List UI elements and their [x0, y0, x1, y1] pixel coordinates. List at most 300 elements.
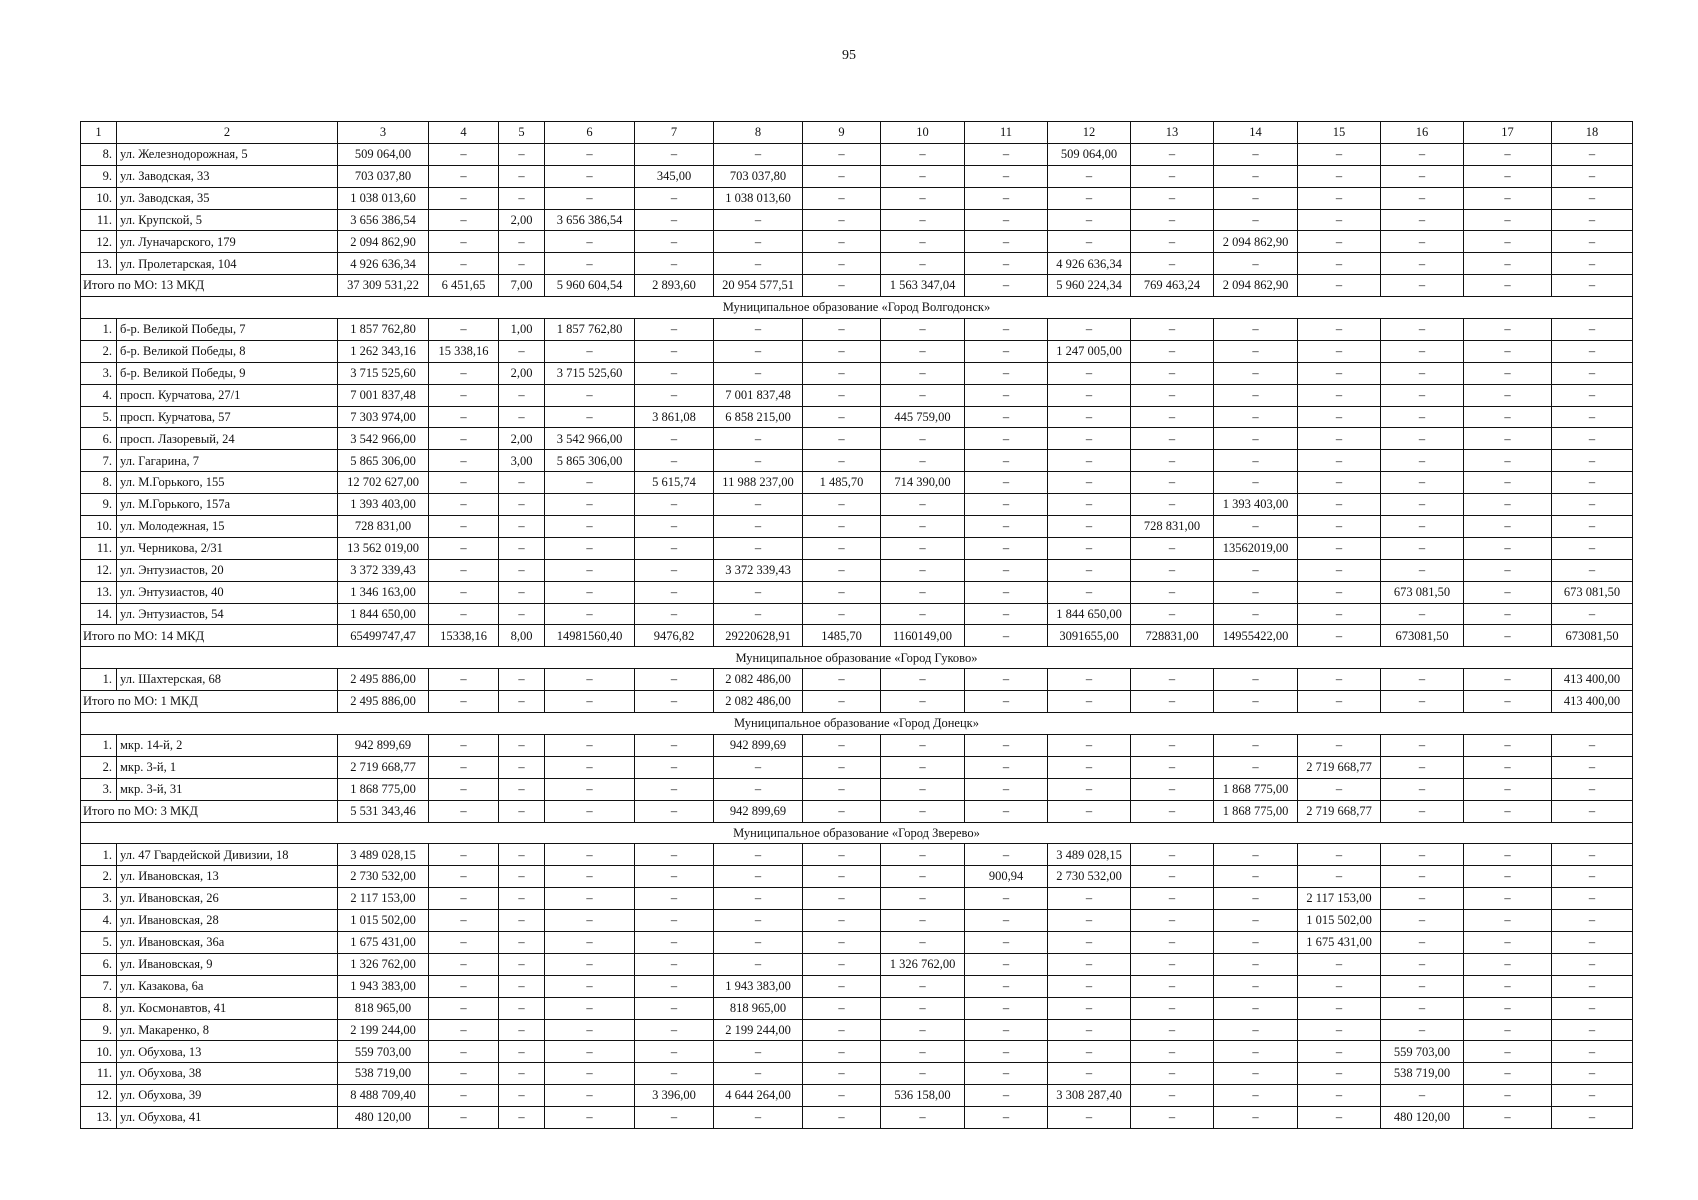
value-cell: –: [965, 669, 1048, 691]
value-cell: –: [1381, 756, 1464, 778]
value-cell: –: [499, 516, 545, 538]
value-cell: –: [803, 340, 881, 362]
value-cell: 942 899,69: [714, 734, 803, 756]
value-cell: 536 158,00: [881, 1085, 965, 1107]
column-number-row: [81, 122, 1633, 144]
value-cell: 673 081,50: [1552, 581, 1633, 603]
column-number: 3: [338, 122, 429, 144]
value-cell: 3 372 339,43: [338, 559, 429, 581]
address-cell: ул. Пролетарская, 104: [117, 253, 338, 275]
total-cell: –: [499, 800, 545, 822]
value-cell: –: [881, 866, 965, 888]
value-cell: –: [1464, 669, 1552, 691]
value-cell: –: [635, 1041, 714, 1063]
value-cell: –: [965, 406, 1048, 428]
row-number: 1.: [81, 319, 117, 341]
value-cell: –: [1131, 997, 1214, 1019]
table-row: [81, 603, 1633, 625]
value-cell: –: [1552, 516, 1633, 538]
address-cell: ул. Черникова, 2/31: [117, 537, 338, 559]
value-cell: 2 082 486,00: [714, 669, 803, 691]
value-cell: –: [803, 428, 881, 450]
value-cell: 480 120,00: [1381, 1107, 1464, 1129]
value-cell: –: [1131, 756, 1214, 778]
value-cell: 5 615,74: [635, 472, 714, 494]
value-cell: –: [965, 253, 1048, 275]
table-row: [81, 1063, 1633, 1085]
address-cell: ул. Казакова, 6а: [117, 975, 338, 997]
value-cell: –: [803, 450, 881, 472]
value-cell: –: [1048, 187, 1131, 209]
value-cell: –: [1214, 384, 1298, 406]
value-cell: –: [499, 669, 545, 691]
value-cell: –: [429, 997, 499, 1019]
value-cell: –: [714, 931, 803, 953]
value-cell: –: [1464, 866, 1552, 888]
value-cell: –: [714, 756, 803, 778]
value-cell: –: [1464, 997, 1552, 1019]
row-number: 9.: [81, 165, 117, 187]
row-number: 3.: [81, 362, 117, 384]
value-cell: –: [429, 1085, 499, 1107]
value-cell: –: [803, 165, 881, 187]
value-cell: –: [714, 1041, 803, 1063]
value-cell: –: [803, 866, 881, 888]
value-cell: –: [714, 362, 803, 384]
value-cell: –: [499, 1041, 545, 1063]
value-cell: –: [1298, 844, 1381, 866]
table-row: [81, 734, 1633, 756]
total-cell: –: [803, 275, 881, 297]
value-cell: –: [1048, 778, 1131, 800]
value-cell: 538 719,00: [338, 1063, 429, 1085]
value-cell: –: [1048, 756, 1131, 778]
value-cell: –: [881, 494, 965, 516]
section-title: Муниципальное образование «Город Волгодонск»: [81, 297, 1633, 319]
value-cell: –: [803, 669, 881, 691]
value-cell: –: [499, 253, 545, 275]
column-number: 4: [429, 122, 499, 144]
value-cell: –: [635, 734, 714, 756]
table-row: [81, 888, 1633, 910]
total-cell: –: [1464, 800, 1552, 822]
value-cell: 1 485,70: [803, 472, 881, 494]
value-cell: –: [1464, 844, 1552, 866]
row-number: 4.: [81, 910, 117, 932]
value-cell: –: [499, 537, 545, 559]
value-cell: –: [635, 997, 714, 1019]
value-cell: –: [803, 143, 881, 165]
table-row: [81, 1085, 1633, 1107]
value-cell: –: [1048, 953, 1131, 975]
value-cell: –: [1381, 253, 1464, 275]
value-cell: –: [1464, 953, 1552, 975]
row-number: 3.: [81, 888, 117, 910]
value-cell: 818 965,00: [338, 997, 429, 1019]
value-cell: –: [1048, 537, 1131, 559]
value-cell: –: [1214, 209, 1298, 231]
value-cell: –: [1131, 143, 1214, 165]
value-cell: 5 865 306,00: [338, 450, 429, 472]
value-cell: 509 064,00: [1048, 143, 1131, 165]
value-cell: –: [635, 778, 714, 800]
value-cell: 6 858 215,00: [714, 406, 803, 428]
value-cell: –: [545, 406, 635, 428]
value-cell: –: [1048, 669, 1131, 691]
value-cell: –: [1131, 384, 1214, 406]
value-cell: –: [803, 516, 881, 538]
value-cell: –: [1464, 384, 1552, 406]
value-cell: 7 001 837,48: [714, 384, 803, 406]
value-cell: 3 396,00: [635, 1085, 714, 1107]
value-cell: –: [429, 187, 499, 209]
value-cell: –: [1131, 844, 1214, 866]
value-cell: –: [429, 910, 499, 932]
value-cell: 5 865 306,00: [545, 450, 635, 472]
value-cell: –: [881, 975, 965, 997]
value-cell: –: [881, 209, 965, 231]
value-cell: –: [881, 1019, 965, 1041]
value-cell: –: [429, 734, 499, 756]
value-cell: –: [1298, 953, 1381, 975]
total-cell: –: [1298, 691, 1381, 713]
value-cell: –: [1464, 1041, 1552, 1063]
value-cell: –: [803, 581, 881, 603]
row-number: 7.: [81, 450, 117, 472]
value-cell: –: [803, 253, 881, 275]
total-cell: –: [1131, 691, 1214, 713]
value-cell: –: [1131, 888, 1214, 910]
value-cell: –: [545, 778, 635, 800]
total-cell: –: [965, 800, 1048, 822]
value-cell: –: [545, 1085, 635, 1107]
total-cell: 1485,70: [803, 625, 881, 647]
value-cell: –: [1464, 1063, 1552, 1085]
address-cell: ул. Гагарина, 7: [117, 450, 338, 472]
value-cell: 2 730 532,00: [338, 866, 429, 888]
value-cell: –: [545, 187, 635, 209]
total-cell: –: [803, 691, 881, 713]
value-cell: 2 199 244,00: [338, 1019, 429, 1041]
total-cell: –: [881, 800, 965, 822]
value-cell: –: [714, 450, 803, 472]
value-cell: –: [1048, 559, 1131, 581]
value-cell: –: [1464, 143, 1552, 165]
value-cell: –: [635, 756, 714, 778]
value-cell: –: [714, 231, 803, 253]
address-cell: ул. Космонавтов, 41: [117, 997, 338, 1019]
total-cell: –: [1381, 691, 1464, 713]
total-cell: –: [1464, 691, 1552, 713]
value-cell: –: [1381, 494, 1464, 516]
value-cell: –: [1381, 319, 1464, 341]
value-cell: 673 081,50: [1381, 581, 1464, 603]
value-cell: –: [881, 844, 965, 866]
value-cell: 445 759,00: [881, 406, 965, 428]
row-number: 2.: [81, 866, 117, 888]
value-cell: –: [1131, 734, 1214, 756]
value-cell: –: [1214, 734, 1298, 756]
value-cell: –: [545, 669, 635, 691]
value-cell: –: [1131, 231, 1214, 253]
value-cell: –: [1048, 384, 1131, 406]
row-number: 11.: [81, 1063, 117, 1085]
value-cell: –: [1298, 975, 1381, 997]
address-cell: б-р. Великой Победы, 8: [117, 340, 338, 362]
total-cell: 3091655,00: [1048, 625, 1131, 647]
column-number: 6: [545, 122, 635, 144]
total-cell: 1160149,00: [881, 625, 965, 647]
value-cell: –: [1048, 165, 1131, 187]
value-cell: –: [1381, 537, 1464, 559]
value-cell: –: [1298, 669, 1381, 691]
value-cell: 1,00: [499, 319, 545, 341]
value-cell: –: [545, 253, 635, 275]
total-label: Итого по МО: 3 МКД: [81, 800, 338, 822]
value-cell: –: [1048, 997, 1131, 1019]
value-cell: –: [429, 1063, 499, 1085]
value-cell: 15 338,16: [429, 340, 499, 362]
total-cell: 65499747,47: [338, 625, 429, 647]
table-row: [81, 975, 1633, 997]
value-cell: –: [1381, 231, 1464, 253]
value-cell: –: [1214, 319, 1298, 341]
value-cell: 1 868 775,00: [338, 778, 429, 800]
value-cell: –: [545, 537, 635, 559]
total-cell: 15338,16: [429, 625, 499, 647]
value-cell: –: [1298, 778, 1381, 800]
column-number: 1: [81, 122, 117, 144]
value-cell: 1 943 383,00: [714, 975, 803, 997]
value-cell: –: [635, 581, 714, 603]
value-cell: –: [429, 406, 499, 428]
value-cell: –: [429, 231, 499, 253]
value-cell: –: [965, 340, 1048, 362]
value-cell: –: [429, 888, 499, 910]
total-cell: –: [1048, 691, 1131, 713]
value-cell: –: [965, 472, 1048, 494]
total-cell: –: [429, 800, 499, 822]
address-cell: ул. Обухова, 39: [117, 1085, 338, 1107]
value-cell: –: [965, 778, 1048, 800]
address-cell: ул. Железнодорожная, 5: [117, 143, 338, 165]
column-number: 12: [1048, 122, 1131, 144]
value-cell: –: [1048, 516, 1131, 538]
value-cell: –: [1464, 1019, 1552, 1041]
value-cell: –: [635, 559, 714, 581]
value-cell: –: [881, 581, 965, 603]
value-cell: –: [1214, 975, 1298, 997]
value-cell: –: [499, 1019, 545, 1041]
value-cell: 1 247 005,00: [1048, 340, 1131, 362]
value-cell: –: [1552, 537, 1633, 559]
value-cell: –: [1214, 1063, 1298, 1085]
value-cell: –: [1214, 581, 1298, 603]
value-cell: –: [714, 253, 803, 275]
value-cell: –: [1298, 143, 1381, 165]
value-cell: –: [1552, 734, 1633, 756]
value-cell: 3 715 525,60: [338, 362, 429, 384]
section-header-row: [81, 822, 1633, 844]
value-cell: –: [881, 165, 965, 187]
value-cell: –: [499, 187, 545, 209]
value-cell: –: [881, 1107, 965, 1129]
value-cell: 1 015 502,00: [1298, 910, 1381, 932]
value-cell: –: [1464, 209, 1552, 231]
value-cell: –: [1048, 1019, 1131, 1041]
value-cell: –: [1214, 143, 1298, 165]
value-cell: –: [965, 997, 1048, 1019]
value-cell: 1 015 502,00: [338, 910, 429, 932]
table-row: [81, 165, 1633, 187]
address-cell: ул. М.Горького, 157а: [117, 494, 338, 516]
table-row: [81, 844, 1633, 866]
value-cell: 703 037,80: [714, 165, 803, 187]
value-cell: –: [499, 756, 545, 778]
table-row: [81, 669, 1633, 691]
address-cell: просп. Лазоревый, 24: [117, 428, 338, 450]
value-cell: –: [429, 516, 499, 538]
value-cell: 2,00: [499, 209, 545, 231]
value-cell: –: [1214, 340, 1298, 362]
value-cell: –: [1464, 734, 1552, 756]
value-cell: –: [1214, 1041, 1298, 1063]
value-cell: –: [1464, 778, 1552, 800]
address-cell: просп. Курчатова, 27/1: [117, 384, 338, 406]
value-cell: –: [429, 319, 499, 341]
column-number: 15: [1298, 122, 1381, 144]
value-cell: 7 303 974,00: [338, 406, 429, 428]
value-cell: –: [1214, 1085, 1298, 1107]
section-title: Муниципальное образование «Город Гуково»: [81, 647, 1633, 669]
value-cell: –: [1552, 844, 1633, 866]
table-row: [81, 450, 1633, 472]
value-cell: –: [965, 231, 1048, 253]
total-cell: –: [1552, 800, 1633, 822]
value-cell: –: [1464, 319, 1552, 341]
total-cell: –: [545, 800, 635, 822]
value-cell: 1 038 013,60: [714, 187, 803, 209]
value-cell: –: [1464, 253, 1552, 275]
value-cell: 1 393 403,00: [338, 494, 429, 516]
value-cell: –: [1381, 384, 1464, 406]
section-header-row: [81, 297, 1633, 319]
value-cell: –: [803, 319, 881, 341]
value-cell: –: [1298, 340, 1381, 362]
value-cell: –: [1381, 866, 1464, 888]
row-number: 13.: [81, 581, 117, 603]
address-cell: ул. Ивановская, 26: [117, 888, 338, 910]
value-cell: –: [1381, 209, 1464, 231]
row-number: 11.: [81, 209, 117, 231]
value-cell: –: [635, 362, 714, 384]
value-cell: –: [1131, 559, 1214, 581]
total-label: Итого по МО: 13 МКД: [81, 275, 338, 297]
value-cell: –: [499, 581, 545, 603]
value-cell: –: [714, 844, 803, 866]
value-cell: –: [1214, 997, 1298, 1019]
value-cell: –: [1381, 559, 1464, 581]
value-cell: –: [1298, 406, 1381, 428]
table-row: [81, 494, 1633, 516]
table-row: [81, 997, 1633, 1019]
value-cell: –: [499, 778, 545, 800]
section-title: Муниципальное образование «Город Зверево»: [81, 822, 1633, 844]
value-cell: –: [545, 340, 635, 362]
total-cell: 29220628,91: [714, 625, 803, 647]
value-cell: –: [545, 975, 635, 997]
value-cell: –: [1381, 888, 1464, 910]
value-cell: –: [881, 910, 965, 932]
value-cell: 3 656 386,54: [338, 209, 429, 231]
value-cell: 728 831,00: [338, 516, 429, 538]
value-cell: 1 868 775,00: [1214, 778, 1298, 800]
column-number: 17: [1464, 122, 1552, 144]
total-cell: 8,00: [499, 625, 545, 647]
total-label: Итого по МО: 1 МКД: [81, 691, 338, 713]
value-cell: –: [1048, 910, 1131, 932]
column-number: 8: [714, 122, 803, 144]
value-cell: 559 703,00: [1381, 1041, 1464, 1063]
value-cell: –: [1552, 384, 1633, 406]
value-cell: 703 037,80: [338, 165, 429, 187]
value-cell: –: [881, 1041, 965, 1063]
value-cell: –: [881, 669, 965, 691]
value-cell: 2 117 153,00: [338, 888, 429, 910]
total-cell: 2 094 862,90: [1214, 275, 1298, 297]
value-cell: –: [881, 187, 965, 209]
value-cell: –: [499, 494, 545, 516]
column-number: 5: [499, 122, 545, 144]
value-cell: –: [881, 516, 965, 538]
value-cell: –: [1131, 472, 1214, 494]
value-cell: –: [429, 428, 499, 450]
row-number: 3.: [81, 778, 117, 800]
value-cell: –: [429, 1041, 499, 1063]
value-cell: –: [1048, 888, 1131, 910]
value-cell: 1 844 650,00: [1048, 603, 1131, 625]
total-label: Итого по МО: 14 МКД: [81, 625, 338, 647]
value-cell: –: [1048, 428, 1131, 450]
total-row: [81, 800, 1633, 822]
address-cell: ул. Ивановская, 36а: [117, 931, 338, 953]
value-cell: –: [635, 384, 714, 406]
value-cell: –: [965, 559, 1048, 581]
table-row: [81, 187, 1633, 209]
value-cell: –: [1552, 866, 1633, 888]
value-cell: –: [1131, 319, 1214, 341]
value-cell: –: [1464, 931, 1552, 953]
total-cell: 5 960 604,54: [545, 275, 635, 297]
value-cell: –: [545, 1063, 635, 1085]
value-cell: –: [803, 1041, 881, 1063]
value-cell: –: [429, 975, 499, 997]
value-cell: –: [1464, 516, 1552, 538]
value-cell: –: [803, 997, 881, 1019]
value-cell: –: [1298, 866, 1381, 888]
value-cell: 1 857 762,80: [545, 319, 635, 341]
value-cell: –: [545, 231, 635, 253]
address-cell: ул. Обухова, 13: [117, 1041, 338, 1063]
value-cell: –: [545, 516, 635, 538]
value-cell: 3 489 028,15: [1048, 844, 1131, 866]
total-cell: 942 899,69: [714, 800, 803, 822]
address-cell: ул. Ивановская, 9: [117, 953, 338, 975]
address-cell: ул. Крупской, 5: [117, 209, 338, 231]
value-cell: –: [714, 340, 803, 362]
address-cell: мкр. 3-й, 1: [117, 756, 338, 778]
value-cell: –: [1131, 1019, 1214, 1041]
